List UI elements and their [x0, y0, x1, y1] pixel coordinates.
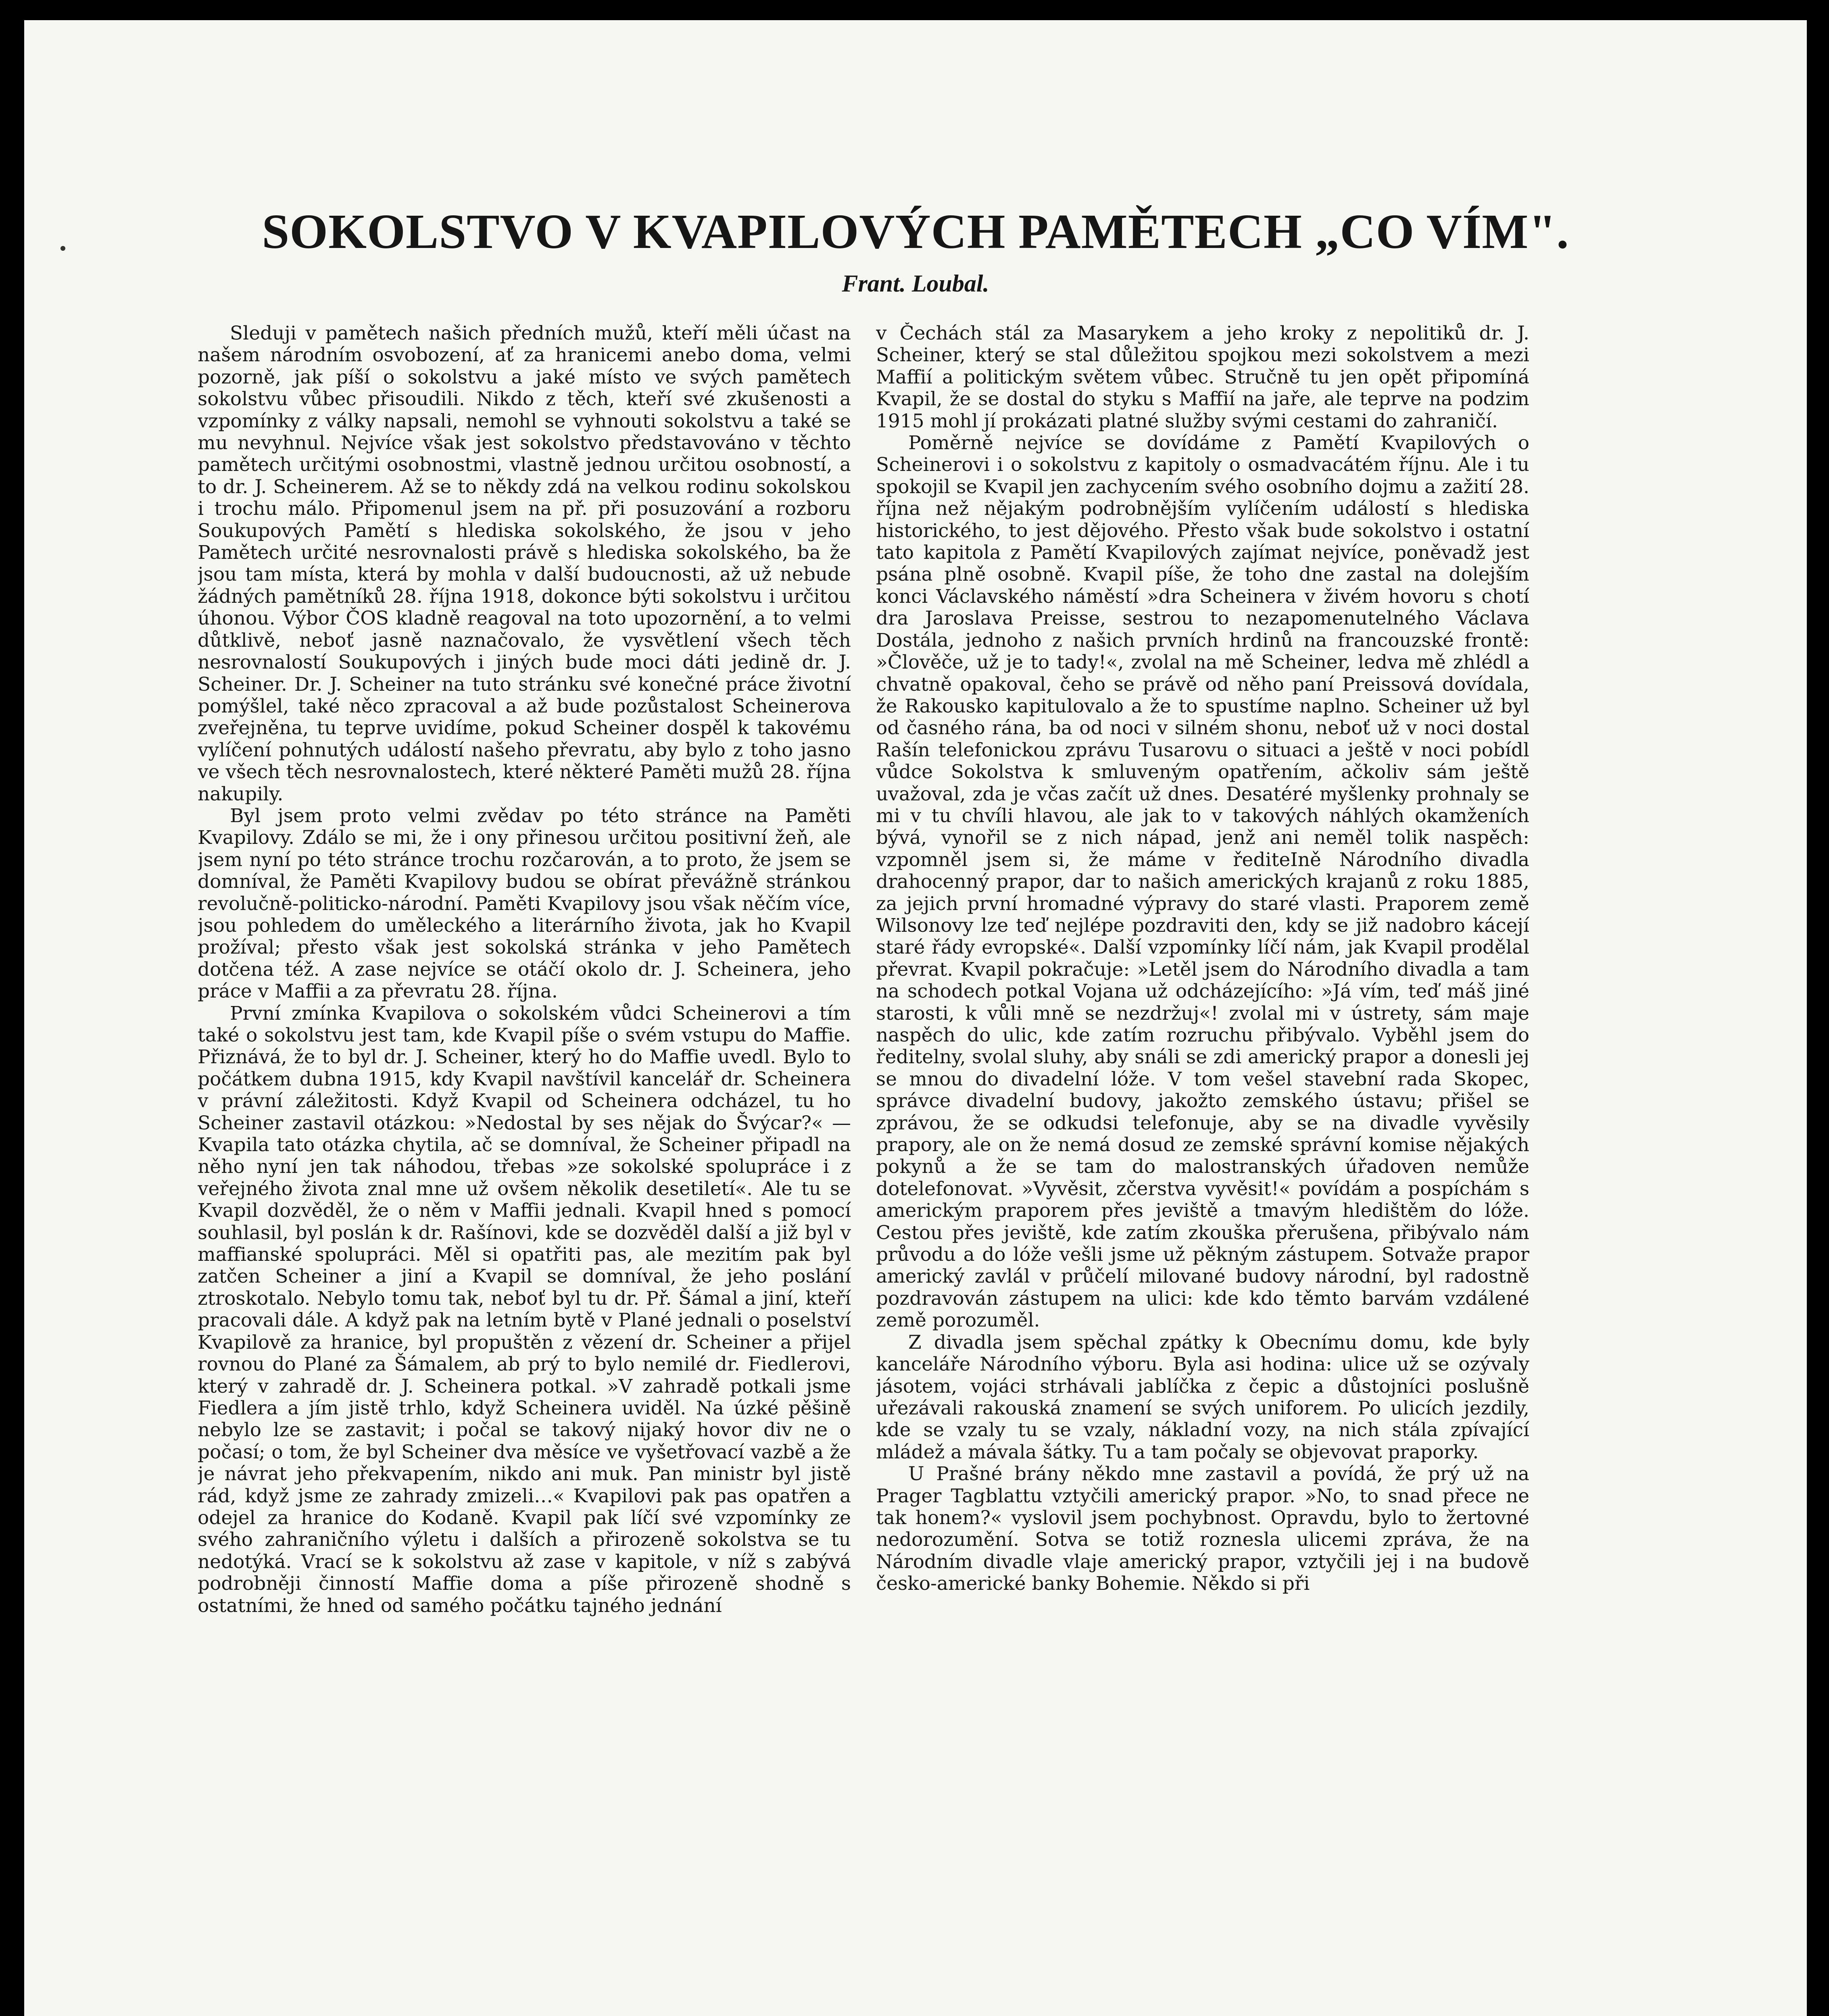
text-column-left	[198, 323, 851, 1996]
text-column-right	[876, 323, 1529, 1996]
paragraph: Poměrně nejvíce se dovídáme z Pamětí Kvapilových o Scheinerovi i o sokolstvu z kapitoly o osmadvacátém říjnu. Ale i tu spokojil se Kvapil jen zachycením svého osobního dojmu a zažití 28. října než nějakým podrobnějším vylíčením událostí s hlediska historického, to jest dějového. Přesto však bude sokolstvo i ostatní tato kapitola z Pamětí Kvapilových zajímat nejvíce, poněvadž jest psána plně osobně. Kvapil píše, že toho dne zastal na dolejším konci Václavského náměstí »dra Scheinera v živém hovoru s chotí dra Jaroslava Preisse, sestrou to nezapomenutelného Václava Dostála, jednoho z našich prvních hrdinů na francouzské frontě: »Člověče, už je to tady!«, zvolal na mě Scheiner, ledva mě zhlédl a chvatně opakoval, čeho se právě od něho paní Preissová dovídala, že Rakousko kapitulovalo a že to spustíme naplno. Scheiner už byl od časného rána, ba od noci v silném shonu, neboť už v noci dostal Rašín telefonickou zprávu Tusarovu o situaci a ještě v noci pobídl vůdce Sokolstva k smluveným opatřením, ačkoliv sám ještě uvažoval, zda je včas začít už dnes. Desatéré myšlenky prohnaly se mi v tu chvíli hlavou, ale jak to v takových náhlých okamženích bývá, vynořil se z nich nápad, jenž ani neměl tolik naspěch: vzpomněl jsem si, že máme v řediteIně Národního divadla drahocenný prapor, dar to našich amerických krajanů z roku 1885, za jejich první hromadné výpravy do staré vlasti. Praporem země Wilsonovy lze teď nejlépe pozdraviti den, kdy se již nadobro kácejí staré řády evropské«. Další vzpomínky líčí nám, jak Kvapil prodělal převrat. Kvapil pokračuje: »Letěl jsem do Národního divadla a tam na schodech potkal Vojana už odcházejícího: »Já vím, teď máš jiné starosti, k vůli mně se nezdržuj«! zvolal mi v ústrety, sám maje naspěch do ulic, kde zatím rozruchu přibývalo. Vyběhl jsem do ředitelny, svolal sluhy, aby snáli se zdi americký prapor a donesli jej se mnou do divadelní lóže. V tom vešel stavební rada Skopec, správce divadelní budovy, jakožto zemského ústavu; přišel se zprávou, že se odkudsi telefonuje, aby se na divadle vyvěsily prapory, ale on že nemá dosud ze zemské správní komise nějakých pokynů a že se tam do malostranských úřadoven nemůže dotelefonovat. »Vyvěsit, zčerstva vyvěsit!« povídám a pospíchám s americkým praporem přes jeviště a tmavým hledištěm do lóže. Cestou přes jeviště, kde zatím zkouška přerušena, přibývalo nám průvodu a do lóže vešli jsme už pěkným zástupem. Sotvaže prapor americký zavlál v průčelí milované budovy národní, byl radostně pozdravován zástupem na ulici: kde kdo těmto barvám vzdálené země porozuměl.	[876, 432, 1529, 1332]
paragraph: U Prašné brány někdo mne zastavil a povídá, že prý už na Prager Tagblattu vztyčili americký prapor. »No, to snad přece ne tak honem?« vyslovil jsem pochybnost. Opravdu, bylo to žertovné nedorozumění. Sotva se totiž roznesla ulicemi zpráva, že na Národním divadle vlaje americký prapor, vztyčili jej i na budově česko-americké banky Bohemie. Někdo si při	[876, 1463, 1529, 1595]
paragraph: Sleduji v pamětech našich předních mužů, kteří měli účast na našem národním osvobození, ať za hranicemi anebo doma, velmi pozorně, jak píší o sokolstvu a jaké místo ve svých pamětech sokolstvu vůbec přisoudili. Nikdo z těch, kteří své zkušenosti a vzpomínky z války napsali, nemohl se vyhnouti sokolstvu a také se mu nevyhnul. Nejvíce však jest sokolstvo představováno v těchto pamětech určitými osobnostmi, vlastně jednou určitou osobností, a to dr. J. Scheinerem. Až se to někdy zdá na velkou rodinu sokolskou i trochu málo. Připomenul jsem na př. při posuzování a rozboru Soukupových Pamětí s hlediska sokolského, že jsou v jeho Pamětech určité nesrovnalosti právě s hlediska sokolského, ba že jsou tam místa, která by mohla v další budoucnosti, až už nebude žádných pamětníků 28. října 1918, dokonce býti sokolstvu i určitou úhonou. Výbor ČOS kladně reagoval na toto upozornění, a to velmi důtklivě, neboť jasně naznačovalo, že vysvětlení všech těch nesrovnalostí Soukupových i jiných bude moci dáti jedině dr. J. Scheiner. Dr. J. Scheiner na tuto stránku své konečné práce životní pomýšlel, také něco zpracoval a až bude pozůstalost Scheinerova zveřejněna, tu teprve uvidíme, pokud Scheiner dospěl k takovému vylíčení pohnutých událostí našeho převratu, aby bylo z toho jasno ve všech těch nesrovnalostech, které některé Paměti mužů 28. října nakupily.	[198, 323, 851, 805]
article-author: Frant. Loubal.	[842, 270, 989, 297]
paragraph: v Čechách stál za Masarykem a jeho kroky z nepolitiků dr. J. Scheiner, který se stal důležitou spojkou mezi sokolstvem a mezi Maffií a politickým světem vůbec. Stručně tu jen opět připomíná Kvapil, že se dostal do styku s Maffií na jaře, ale teprve na podzim 1915 mohl jí prokázati platné služby svými cestami do zahraničí.	[876, 323, 1529, 432]
paragraph: První zmínka Kvapilova o sokolském vůdci Scheinerovi a tím také o sokolstvu jest tam, kde Kvapil píše o svém vstupu do Maffie. Přiznává, že to byl dr. J. Scheiner, který ho do Maffie uvedl. Bylo to počátkem dubna 1915, kdy Kvapil navštívil kancelář dr. Scheinera v právní záležitosti. Když Kvapil od Scheinera odcházel, tu ho Scheiner zastavil otázkou: »Nedostal by ses nějak do Švýcar?« — Kvapila tato otázka chytila, ač se domníval, že Scheiner připadl na něho nyní jen tak náhodou, třebas »ze sokolské spolupráce i z veřejného života znal mne už ovšem několik desetiletí«. Ale tu se Kvapil dozvěděl, že o něm v Maffii jednali. Kvapil hned s pomocí souhlasil, byl poslán k dr. Rašínovi, kde se dozvěděl další a již byl v maffianské spolupráci. Měl si opatřiti pas, ale mezitím pak byl zatčen Scheiner a jiní a Kvapil se domníval, že jeho poslání ztroskotalo. Nebylo tomu tak, neboť byl tu dr. Př. Šámal a jiní, kteří pracovali dále. A když pak na letním bytě v Plané jednali o poselství Kvapilově za hranice, byl propuštěn z vězení dr. Scheiner a přijel rovnou do Plané za Šámalem, ab prý to bylo nemilé dr. Fiedlerovi, který v zahradě dr. J. Scheinera potkal. »V zahradě potkali jsme Fiedlera a jím jistě trhlo, když Scheinera uviděl. Na úzké pěšině nebylo lze se zastavit; i počal se takový nijaký hovor div ne o počasí; o tom, že byl Scheiner dva měsíce ve vyšetřovací vazbě a že je návrat jeho překvapením, nikdo ani muk. Pan ministr byl jistě rád, když jsme ze zahrady zmizeli…« Kvapilovi pak pas opatřen a odejel za hranice do Kodaně. Kvapil pak líčí své vzpomínky ze svého zahraničního výletu i dalších a přirozeně sokolstva se tu nedotýká. Vrací se k sokolstvu až zase v kapitole, v níž s zabývá podrobněji činností Maffie doma a píše přirozeně shodně s ostatními, že hned od samého počátku tajného jednání	[198, 1002, 851, 1617]
paragraph: Z divadla jsem spěchal zpátky k Obecnímu domu, kde byly kanceláře Národního výboru. Byla asi hodina: ulice už se ozývaly jásotem, vojáci strhávali jablíčka z čepic a důstojníci poslušně uřezávali rakouská znamení se svých uniforem. Po ulicích jezdily, kde se vzaly tu se vzaly, nákladní vozy, na nich stála zpívající mládež a mávala šátky. Tu a tam počaly se objevovat praporky.	[876, 1331, 1529, 1463]
paragraph: Byl jsem proto velmi zvědav po této stránce na Paměti Kvapilovy. Zdálo se mi, že i ony přinesou určitou positivní žeň, ale jsem nyní po této stránce trochu rozčarován, a to proto, že jsem se domníval, že Paměti Kvapilovy budou se obírat převážně stránkou revolučně-politicko-národní. Paměti Kvapilovy jsou však něčím více, jsou pohledem do uměleckého a literárního života, jak ho Kvapil prožíval; přesto však jest sokolská stránka v jeho Pamětech dotčena též. A zase nejvíce se otáčí okolo dr. J. Scheinera, jeho práce v Maffii a za převratu 28. října.	[198, 804, 851, 1003]
article-title: SOKOLSTVO V KVAPILOVÝCH PAMĚTECH „CO VÍM".	[262, 204, 1569, 259]
page	[24, 20, 1807, 2016]
